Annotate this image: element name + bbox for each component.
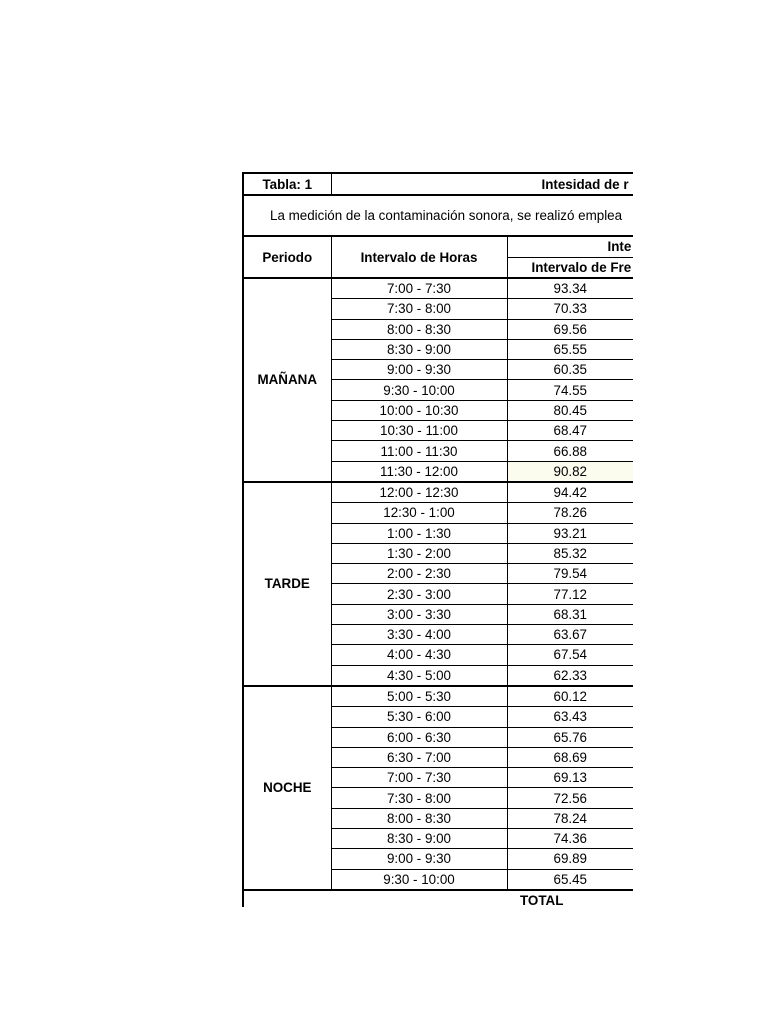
interval-cell: 8:00 - 8:30 xyxy=(331,319,507,339)
interval-cell: 4:30 - 5:00 xyxy=(331,665,507,686)
interval-cell: 3:00 - 3:30 xyxy=(331,604,507,624)
intensity-value-cell: 68.69 xyxy=(507,747,633,767)
table-row xyxy=(243,278,633,299)
interval-cell: 12:30 - 1:00 xyxy=(331,503,507,523)
intensity-value-cell: 80.45 xyxy=(507,400,633,420)
intensity-value-cell: 63.67 xyxy=(507,625,633,645)
intensity-value-cell: 62.33 xyxy=(507,665,633,686)
interval-cell: 9:30 - 10:00 xyxy=(331,869,507,890)
interval-cell: 7:30 - 8:00 xyxy=(331,788,507,808)
interval-cell: 5:30 - 6:00 xyxy=(331,707,507,727)
interval-cell: 2:30 - 3:00 xyxy=(331,584,507,604)
interval-cell: 10:00 - 10:30 xyxy=(331,400,507,420)
interval-cell: 9:00 - 9:30 xyxy=(331,849,507,869)
intensity-value-cell: 78.24 xyxy=(507,808,633,828)
table-title-row xyxy=(243,173,633,195)
table-row xyxy=(243,482,633,503)
intensity-value-cell: 74.55 xyxy=(507,380,633,400)
intensity-value-cell: 65.55 xyxy=(507,339,633,359)
noise-intensity-table xyxy=(242,172,633,907)
interval-cell: 8:30 - 9:00 xyxy=(331,829,507,849)
interval-cell: 1:00 - 1:30 xyxy=(331,523,507,543)
interval-cell: 1:30 - 2:00 xyxy=(331,543,507,563)
interval-cell: 12:00 - 12:30 xyxy=(331,482,507,503)
period-label: NOCHE xyxy=(243,686,331,890)
interval-cell: 4:00 - 4:30 xyxy=(331,645,507,665)
intensity-value-cell: 90.82 xyxy=(507,461,633,482)
period-label: MAÑANA xyxy=(243,278,331,482)
table-label: Tabla: 1 xyxy=(243,173,331,195)
intensity-value-cell: 70.33 xyxy=(507,299,633,319)
interval-cell: 10:30 - 11:00 xyxy=(331,421,507,441)
total-label: TOTAL xyxy=(243,890,633,907)
interval-cell: 8:00 - 8:30 xyxy=(331,808,507,828)
intensity-value-cell: 68.31 xyxy=(507,604,633,624)
intensity-value-cell: 65.45 xyxy=(507,869,633,890)
intensity-value-cell: 72.56 xyxy=(507,788,633,808)
period-label: TARDE xyxy=(243,482,331,686)
interval-cell: 7:00 - 7:30 xyxy=(331,278,507,299)
column-header-period: Periodo xyxy=(243,236,331,278)
table-title: Intesidad de r xyxy=(331,173,633,195)
interval-cell: 7:00 - 7:30 xyxy=(331,768,507,788)
intensity-value-cell: 66.88 xyxy=(507,441,633,461)
table-row xyxy=(243,686,633,707)
intensity-value-cell: 69.56 xyxy=(507,319,633,339)
spreadsheet-table-view xyxy=(242,172,633,907)
intensity-value-cell: 65.76 xyxy=(507,727,633,747)
column-header-interval: Intervalo de Horas xyxy=(331,236,507,278)
interval-cell: 11:00 - 11:30 xyxy=(331,441,507,461)
interval-cell: 6:30 - 7:00 xyxy=(331,747,507,767)
interval-cell: 9:00 - 9:30 xyxy=(331,360,507,380)
header-row-1 xyxy=(243,236,633,257)
intensity-value-cell: 69.89 xyxy=(507,849,633,869)
interval-cell: 11:30 - 12:00 xyxy=(331,461,507,482)
intensity-value-cell: 77.12 xyxy=(507,584,633,604)
intensity-value-cell: 93.21 xyxy=(507,523,633,543)
intensity-value-cell: 74.36 xyxy=(507,829,633,849)
intensity-value-cell: 67.54 xyxy=(507,645,633,665)
intensity-value-cell: 60.35 xyxy=(507,360,633,380)
interval-cell: 5:00 - 5:30 xyxy=(331,686,507,707)
interval-cell: 7:30 - 8:00 xyxy=(331,299,507,319)
intensity-value-cell: 69.13 xyxy=(507,768,633,788)
interval-cell: 3:30 - 4:00 xyxy=(331,625,507,645)
interval-cell: 9:30 - 10:00 xyxy=(331,380,507,400)
interval-cell: 2:00 - 2:30 xyxy=(331,564,507,584)
intensity-value-cell: 78.26 xyxy=(507,503,633,523)
intensity-value-cell: 79.54 xyxy=(507,564,633,584)
intensity-value-cell: 93.34 xyxy=(507,278,633,299)
table-note-row xyxy=(243,195,633,236)
intensity-value-cell: 63.43 xyxy=(507,707,633,727)
intensity-value-cell: 60.12 xyxy=(507,686,633,707)
column-header-frequency: Intervalo de Fre xyxy=(507,257,633,278)
total-row xyxy=(243,890,633,907)
interval-cell: 6:00 - 6:30 xyxy=(331,727,507,747)
interval-cell: 8:30 - 9:00 xyxy=(331,339,507,359)
intensity-value-cell: 85.32 xyxy=(507,543,633,563)
column-header-intensity: Inte xyxy=(507,236,633,257)
table-note: La medición de la contaminación sonora, se realizó emplea xyxy=(243,195,633,236)
intensity-value-cell: 94.42 xyxy=(507,482,633,503)
intensity-value-cell: 68.47 xyxy=(507,421,633,441)
